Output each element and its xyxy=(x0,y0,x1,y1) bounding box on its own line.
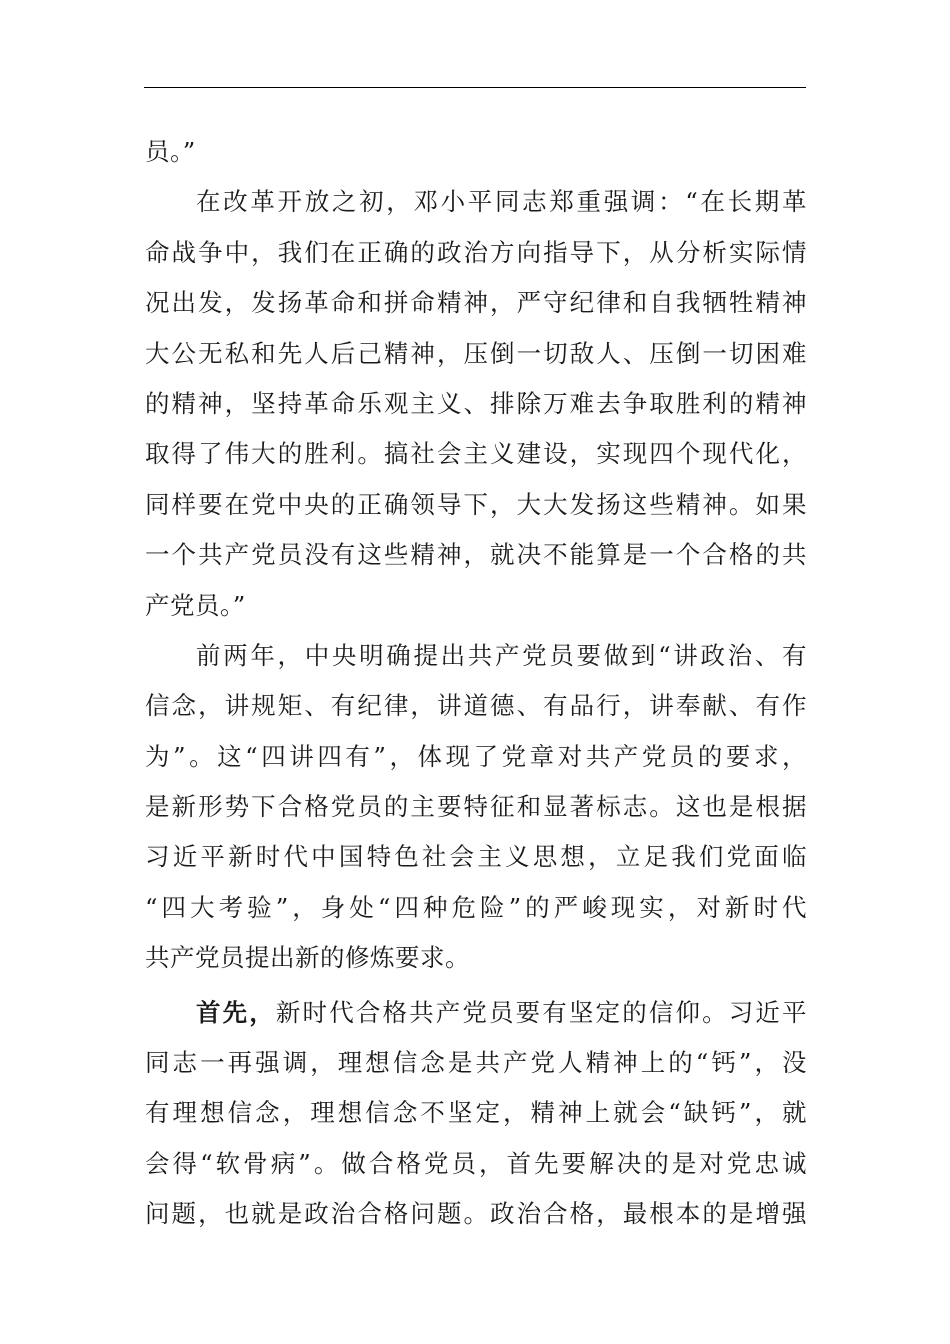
text-line: 前两年，中央明确提出共产党员要做到“讲政治、有 xyxy=(196,640,807,670)
text-line: 产党员。” xyxy=(145,590,246,620)
paragraph-deng-quote xyxy=(145,177,807,631)
text-line: 为”。这“四讲四有”，体现了党章对共产党员的要求， xyxy=(145,741,807,771)
text-line-rest: 新时代合格共产党员要有坚定的信仰。习近平 xyxy=(275,997,808,1027)
header-rule xyxy=(144,87,806,88)
text-line: 共产党员提出新的修炼要求。 xyxy=(145,943,470,973)
text-line: 同志一再强调，理想信念是共产党人精神上的“钙”，没 xyxy=(145,1048,807,1078)
paragraph-firstly xyxy=(145,988,807,1240)
text-line xyxy=(145,988,807,1038)
text-line: 问题，也就是政治合格问题。政治合格，最根本的是增强 xyxy=(145,1199,807,1229)
text-line: 大公无私和先人后己精神，压倒一切敌人、压倒一切困难 xyxy=(145,338,807,368)
text-line: 况出发，发扬革命和拼命精神，严守纪律和自我牺牲精神 xyxy=(145,288,807,318)
text-line: 是新形势下合格党员的主要特征和显著标志。这也是根据 xyxy=(145,792,807,822)
text-line: 的精神，坚持革命乐观主义、排除万难去争取胜利的精神 xyxy=(145,388,807,418)
text-line: 习近平新时代中国特色社会主义思想，立足我们党面临 xyxy=(145,842,807,872)
text-line: 会得“软骨病”。做合格党员，首先要解决的是对党忠诚 xyxy=(145,1148,807,1178)
text-line: 员。” xyxy=(145,137,196,166)
paragraph-continuation xyxy=(145,127,807,177)
text-line: 有理想信念，理想信念不坚定，精神上就会“缺钙”，就 xyxy=(145,1098,807,1128)
text-line: 命战争中，我们在正确的政治方向指导下，从分析实际情 xyxy=(145,237,807,267)
text-line: “四大考验”，身处“四种危险”的严峻现实，对新时代 xyxy=(145,892,807,922)
text-line: 信念，讲规矩、有纪律，讲道德、有品行，讲奉献、有作 xyxy=(145,691,807,721)
paragraph-four-talks xyxy=(145,631,807,984)
bold-lead-in: 首先， xyxy=(196,997,276,1027)
text-line: 在改革开放之初，邓小平同志郑重强调：“在长期革 xyxy=(196,187,807,217)
text-line: 取得了伟大的胜利。搞社会主义建设，实现四个现代化， xyxy=(145,439,807,469)
document-body xyxy=(145,127,807,1240)
text-line: 同样要在党中央的正确领导下，大大发扬这些精神。如果 xyxy=(145,489,807,519)
text-line: 一个共产党员没有这些精神，就决不能算是一个合格的共 xyxy=(145,540,807,570)
